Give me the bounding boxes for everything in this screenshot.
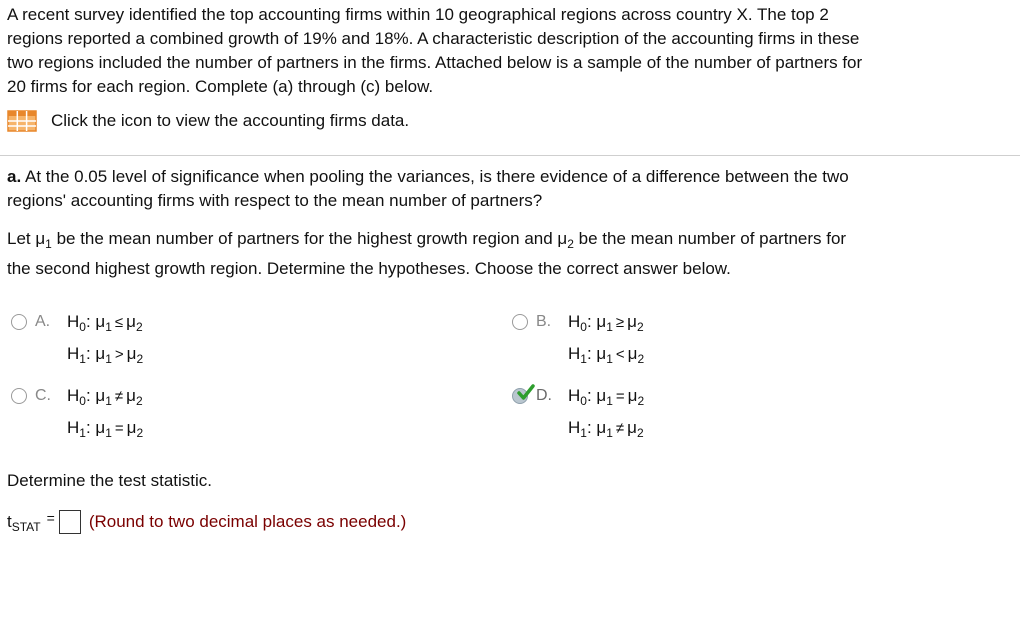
option-c[interactable] [11, 386, 143, 450]
h1-operator: ≠ [615, 420, 625, 437]
rounding-hint: (Round to two decimal places as needed.) [88, 512, 407, 531]
intro-line: 20 firms for each region. Complete (a) through (c) below. [7, 77, 434, 96]
h0-operator: ≤ [114, 314, 124, 331]
option-a-radio[interactable] [11, 314, 27, 330]
h1-row: $H_1$: $\mu_1 > \mu_2$ [67, 344, 144, 366]
data-link-row[interactable] [7, 110, 409, 132]
let-prefix: Let μ [7, 229, 46, 248]
option-c-hypotheses [67, 386, 143, 450]
h1-row: $H_1$: $\mu_1 \ne \mu_2$ [568, 418, 644, 440]
section-divider [0, 155, 1020, 156]
h0-row: $H_0$: $\mu_1 \ne \mu_2$ [67, 386, 143, 408]
tstat-label [7, 512, 41, 532]
option-b[interactable] [512, 312, 644, 376]
intro-line: two regions included the number of partners in the firms. Attached below is a sample of the number of partners for [7, 53, 863, 72]
intro-paragraph [7, 3, 1012, 99]
part-a-label: a. [7, 167, 22, 186]
h0-operator: = [615, 388, 625, 405]
tstat-answer-input[interactable] [59, 510, 81, 534]
mu1-sub: 1 [45, 237, 52, 251]
option-d-hypotheses [568, 386, 644, 450]
question-text: At the 0.05 level of significance when pooling the variances, is there evidence of a difference between the two [24, 167, 849, 186]
checkmark-icon [514, 382, 536, 404]
part-a-question [7, 165, 1012, 213]
option-a[interactable] [11, 312, 143, 376]
h1-row: $H_1$: $\mu_1 = \mu_2$ [67, 418, 144, 440]
mu2-sub: 2 [567, 237, 574, 251]
test-stat-row [7, 510, 406, 534]
h1-operator: = [114, 420, 124, 437]
h0-row: $H_0$: $\mu_1 = \mu_2$ [568, 386, 645, 408]
intro-line: regions reported a combined growth of 19% and 18%. A characteristic description of the accounting firms in these [7, 29, 860, 48]
question-text: regions' accounting firms with respect to the mean number of partners? [7, 191, 543, 210]
option-c-radio[interactable] [11, 388, 27, 404]
h1-row: $H_1$: $\mu_1 < \mu_2$ [568, 344, 645, 366]
h1-operator: < [615, 346, 625, 363]
option-c-letter: C. [35, 387, 51, 404]
table-grid-icon[interactable] [7, 110, 37, 132]
option-b-radio[interactable] [512, 314, 528, 330]
h0-row: $H_0$: $\mu_1 \ge \mu_2$ [568, 312, 644, 334]
option-b-hypotheses [568, 312, 644, 376]
h0-row: $H_0$: $\mu_1 \le \mu_2$ [67, 312, 143, 334]
option-d-letter: D. [536, 387, 552, 404]
intro-line: A recent survey identified the top accounting firms within 10 geographical regions across country X. The top 2 [7, 5, 829, 24]
define-mu-text [7, 224, 1012, 284]
option-a-letter: A. [35, 313, 51, 330]
h0-operator: ≥ [615, 314, 625, 331]
h1-operator: > [114, 346, 124, 363]
h0-operator: ≠ [114, 388, 124, 405]
test-stat-prompt: Determine the test statistic. [7, 471, 213, 490]
option-b-letter: B. [536, 313, 552, 330]
data-link-text[interactable]: Click the icon to view the accounting firms data. [51, 111, 410, 130]
equals-sign: = [46, 510, 55, 526]
let-line-2: the second highest growth region. Determine the hypotheses. Choose the correct answer below. [7, 259, 731, 278]
tstat-t: t [7, 512, 12, 531]
option-a-hypotheses [67, 312, 143, 376]
option-d[interactable] [512, 386, 644, 450]
tstat-sub: STAT [11, 520, 41, 534]
let-mid: be the mean number of partners for the highest growth region and μ [51, 229, 568, 248]
let-suffix: be the mean number of partners for [573, 229, 847, 248]
